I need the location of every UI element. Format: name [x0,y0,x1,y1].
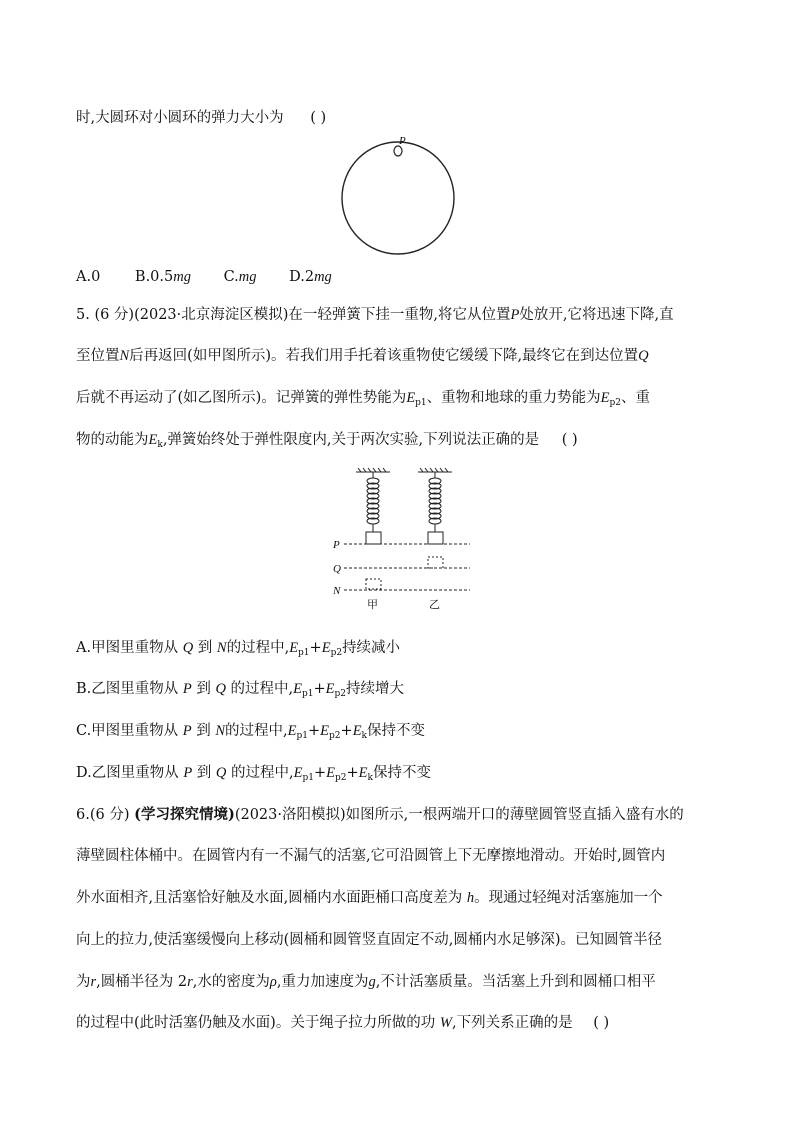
label-q: Q [333,563,341,575]
spring-right [429,472,441,532]
answer-paren: ( ) [310,110,327,126]
option-c: C.mg [223,269,257,285]
label-p: P [333,539,340,551]
option-d: D.2mg [289,269,332,285]
big-ring [342,142,454,254]
q5-option-b: B.乙图里重物从 P 到 Q 的过程中$,E_{p1}+E_{p2}$持续增大 [76,681,405,699]
q5-spring-figure [330,464,480,614]
q6-line-5: 为r,圆桶半径为 2r,水的密度为ρ,重力加速度为g,不计活塞质量。当活塞上升到和圆桶口相平 [76,974,656,990]
q6-line-2: 薄壁圆柱体桶中。在圆管内有一不漏气的活塞,它可沿圆管上下无摩擦地滑动。开始时,圆管内 [76,848,666,864]
option-a: A.0 [76,269,101,285]
spring-left [367,472,379,532]
q6-line-4: 向上的拉力,使活塞缓慢向上移动(圆桶和圆管竖直固定不动,圆桶内水足够深)。已知圆管半径 [76,932,663,948]
q4-circle-figure [338,132,468,257]
option-b: B.0.5mg [134,269,191,285]
label-n: N [333,585,341,597]
weight-n-ghost [366,579,381,589]
answer-paren: ( ) [561,432,578,448]
q5-option-d: D.乙图里重物从 P 到 Q 的过程中$,E_{p1}+E_{p2}+E_k$保持不变 [76,765,431,783]
q5-line-1: 5. (6 分)(2023·北京海淀区模拟)在一轻弹簧下挂一重物,将它从位置P处放开,它将迅速下降,直 [76,307,674,323]
q4-options [76,267,332,287]
q5-option-c: C.甲图里重物从 P 到 N的过程中$,E_{p1}+E_{p2}+E_k$保持不变 [76,723,426,741]
ceiling-right [418,468,452,472]
label-yi: 乙 [429,599,440,611]
weight-right [428,532,443,544]
label-p: P [399,135,406,147]
label-jia: 甲 [367,599,378,611]
context-tag: (学习探究情境) [134,806,235,823]
weight-left [366,532,381,544]
q5-line-2: 至位置N后再返回(如甲图所示)。若我们用手托着该重物使它缓缓下降,最终它在到达位置Q [76,348,649,364]
q4-stem-line [76,108,326,128]
q5-line-4: 物的动能为$E_k$,弹簧始终处于弹性限度内,关于两次实验,下列说法正确的是 ( ) [76,432,578,450]
q6-line-1: 6.(6 分) (学习探究情境)(2023·洛阳模拟)如图所示,一根两端开口的薄壁圆管竖直插入盛有水的 [76,806,684,823]
ceiling-left [356,468,390,472]
q5-option-a: A.甲图里重物从 Q 到 N的过程中$,E_{p1}+E_{p2}$持续减小 [76,640,401,658]
q6-line-6: 的过程中(此时活塞仍触及水面)。关于绳子拉力所做的功 W,下列关系正确的是 ( ) [76,1015,610,1031]
weight-q-ghost [428,557,443,568]
answer-paren: ( ) [593,1015,610,1031]
small-ring [394,146,402,156]
q6-line-3: 外水面相齐,且活塞恰好触及水面,圆桶内水面距桶口高度差为 h。现通过轻绳对活塞施加一个 [76,890,663,906]
q5-line-3: 后就不再运动了(如乙图所示)。记弹簧的弹性势能为$E_{p1}$、重物和地球的重力势能为$E_{p2}$、重 [76,390,651,408]
q4-stem-text: 时,大圆环对小圆环的弹力大小为 [76,110,284,126]
